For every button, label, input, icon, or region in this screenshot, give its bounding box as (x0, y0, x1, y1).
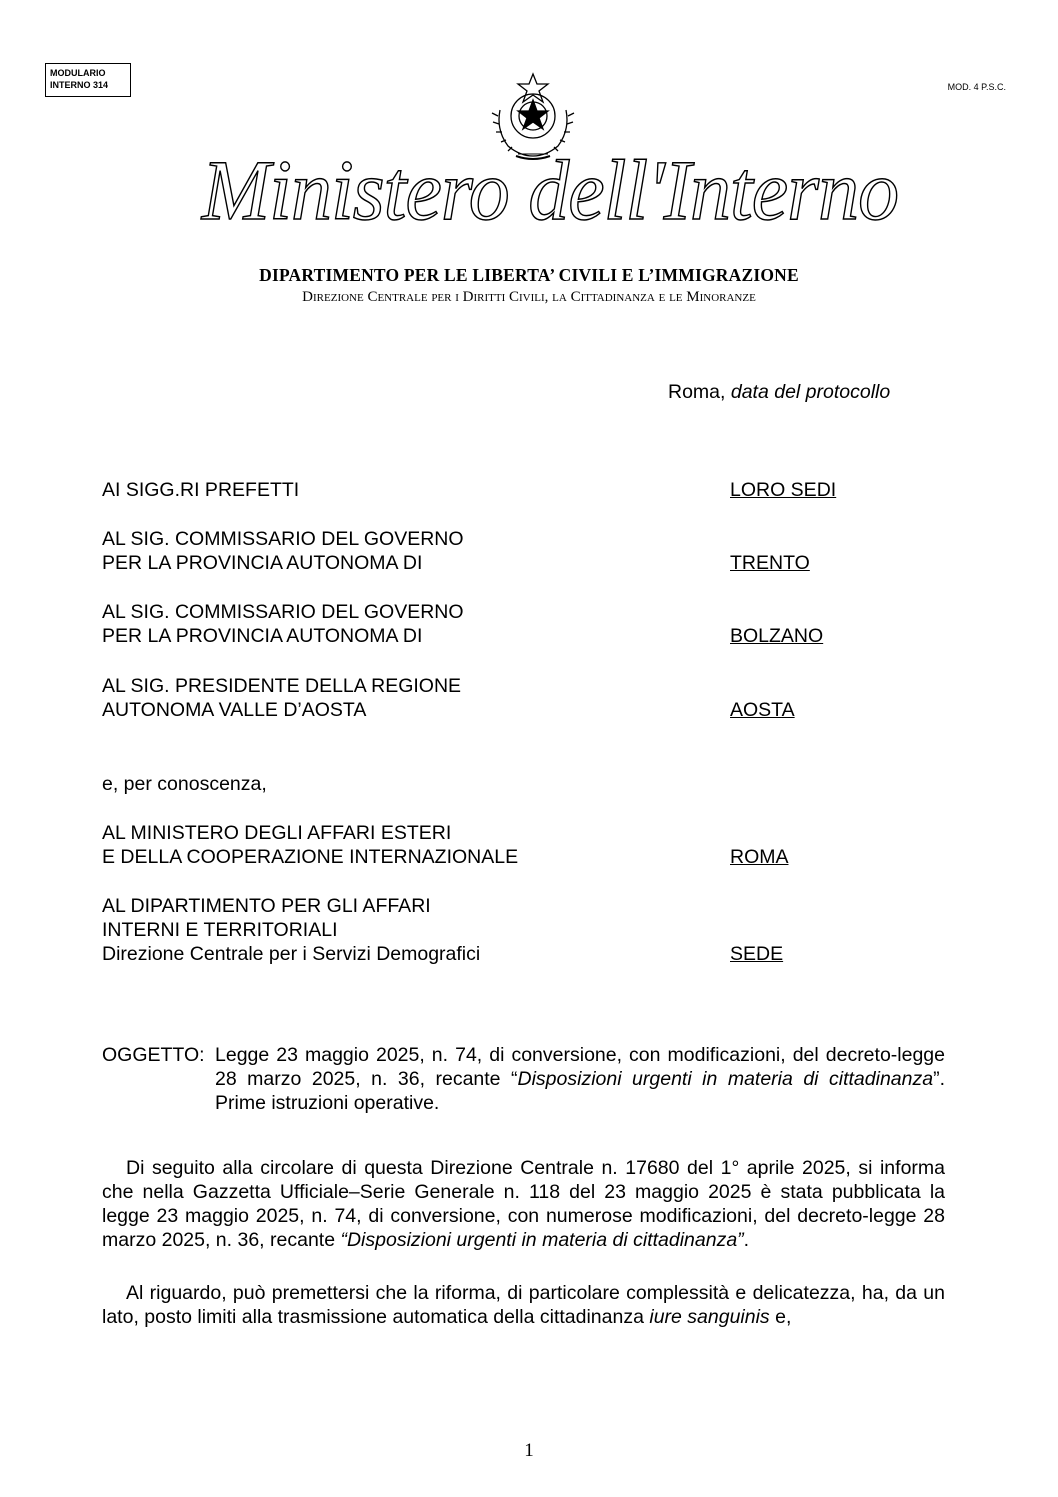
protocol-date: data del protocollo (730, 381, 891, 403)
department-heading: DIPARTIMENTO PER LE LIBERTA’ CIVILI E L’IMMIGRAZIONE (259, 265, 799, 285)
modulario-line2: INTERNO 314 (50, 80, 109, 90)
subject-block (102, 1043, 945, 1115)
cc-recipient-destination: ROMA (730, 846, 789, 868)
subject-text-b: ”. Prime istruzioni operative. (215, 1068, 945, 1114)
subject-text-a: Legge 23 maggio 2025, n. 74, di conversione, con modificazioni, del decreto-legge 28 marzo 2025, n. 36, recante “ (215, 1044, 945, 1090)
paragraph-text: Al riguardo, può premettersi che la riforma, di particolare complessità e delicatezza, ha, da un lato, posto limiti alla trasmissione automatica della cittadinanza (102, 1282, 945, 1328)
modulario-line1: MODULARIO (50, 68, 106, 78)
recipient-destination: LORO SEDI (730, 479, 837, 501)
subject-text-italic: Disposizioni urgenti in materia di cittadinanza (517, 1068, 934, 1090)
recipient-line: AI SIGG.RI PREFETTI (102, 479, 300, 501)
cc-recipient-destination: SEDE (730, 943, 784, 965)
modulario-box (45, 63, 131, 97)
body-paragraph-2 (102, 1281, 945, 1329)
subject-label: OGGETTO: (102, 1044, 205, 1066)
recipient-line: PER LA PROVINCIA AUTONOMA DI (102, 625, 423, 647)
recipient-line: AL SIG. PRESIDENTE DELLA REGIONE (102, 675, 462, 697)
place-date (668, 380, 890, 404)
recipient-line: AUTONOMA VALLE D’AOSTA (102, 699, 367, 721)
paragraph-text: e, (769, 1306, 792, 1328)
paragraph-italic: iure sanguinis (649, 1306, 770, 1328)
mod-code: MOD. 4 P.S.C. (947, 82, 1006, 92)
ministry-logo: Ministero dell'Interno (201, 142, 899, 238)
page-number: 1 (524, 1440, 534, 1461)
paragraph-italic: “Disposizioni urgenti in materia di cittadinanza” (340, 1229, 744, 1251)
cc-recipient-line: E DELLA COOPERAZIONE INTERNAZIONALE (102, 846, 519, 868)
recipient-line: AL SIG. COMMISSARIO DEL GOVERNO (102, 528, 464, 550)
recipient-line: AL SIG. COMMISSARIO DEL GOVERNO (102, 601, 464, 623)
paragraph-text: . (743, 1229, 750, 1251)
recipient-destination: TRENTO (730, 552, 810, 574)
cc-recipient-line: AL MINISTERO DEGLI AFFARI ESTERI (102, 822, 452, 844)
cc-label: e, per conoscenza, (102, 773, 267, 795)
paragraph-text: Di seguito alla circolare di questa Direzione Centrale n. 17680 del 1° aprile 2025, si informa che nella Gazzetta Ufficiale–Serie Generale n. 118 del 23 maggio 2025 è stata pubblicata la legge 23 maggio 2025, n. 74, di conversione, con numerose modificazioni, del decreto-legge 28 marzo 2025, n. 36, recante (102, 1157, 945, 1251)
direction-heading: Direzione Centrale per i Diritti Civili, la Cittadinanza e le Minoranze (302, 289, 756, 305)
place: Roma, (668, 381, 726, 403)
body-paragraph-1 (102, 1156, 945, 1252)
cc-recipient-line: AL DIPARTIMENTO PER GLI AFFARI (102, 895, 431, 917)
subject-text (215, 1043, 945, 1115)
recipient-destination: BOLZANO (730, 625, 824, 647)
recipient-destination: AOSTA (730, 699, 795, 721)
recipient-line: PER LA PROVINCIA AUTONOMA DI (102, 552, 423, 574)
cc-recipient-line: INTERNI E TERRITORIALI (102, 919, 338, 941)
cc-recipient-line: Direzione Centrale per i Servizi Demografici (102, 943, 481, 965)
